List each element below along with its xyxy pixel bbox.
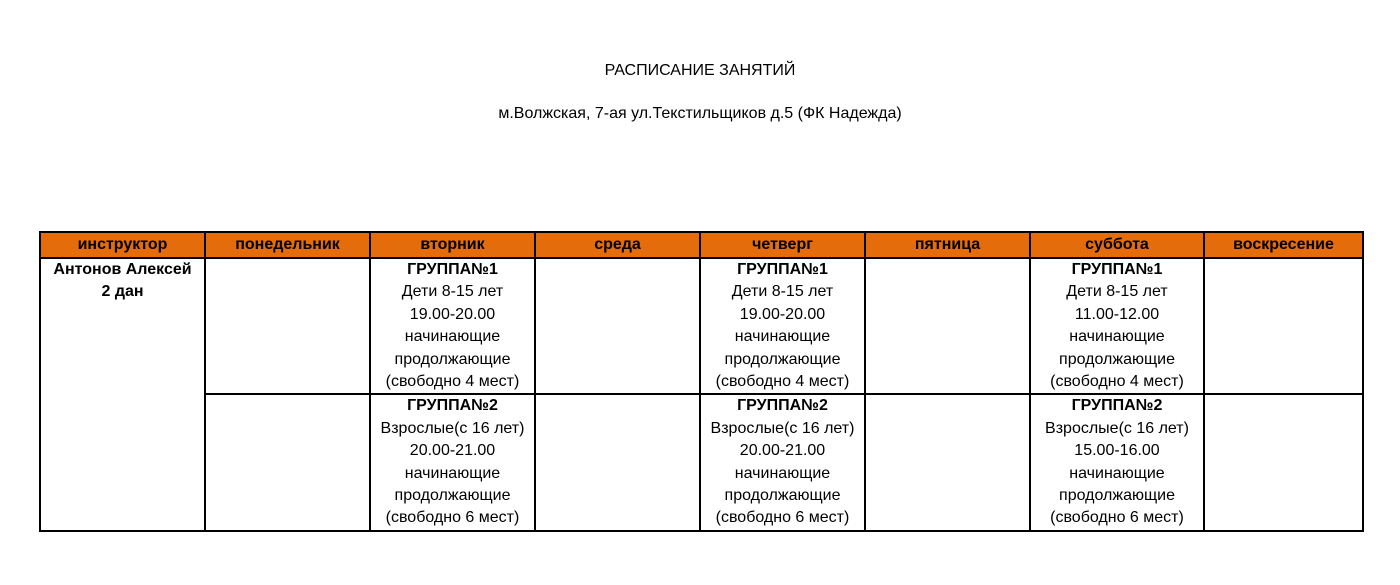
group-level-beginner: начинающие [1069,464,1165,482]
saturday-cell-1 [1030,258,1204,394]
header-friday: пятница [865,232,1030,258]
header-saturday: суббота [1030,232,1204,258]
group-level-continuing: продолжающие [724,487,841,505]
page-title: РАСПИСАНИЕ ЗАНЯТИЙ [604,62,796,79]
tuesday-cell-2 [370,394,535,530]
group-level-beginner: начинающие [404,464,501,482]
group-free-spots: (свободно 4 мест) [715,373,850,391]
group-time: 11.00-12.00 [1074,305,1160,323]
group-level-continuing: продолжающие [394,487,511,505]
group-free-spots: (свободно 6 мест) [1050,509,1184,527]
group-time: 19.00-20.00 [739,305,826,323]
group-age: Дети 8-15 лет [731,283,834,301]
header-tuesday: вторник [370,232,535,258]
monday-cell-1 [205,258,370,394]
group-level-continuing: продолжающие [1059,350,1175,368]
group-age: Дети 8-15 лет [401,283,504,301]
monday-cell-2 [205,394,370,530]
wednesday-cell-2 [535,394,700,530]
address-subtitle: м.Волжская, 7-ая ул.Текстильщиков д.5 (ФК Надежда) [498,105,902,122]
group-free-spots: (свободно 6 мест) [385,509,520,527]
group-time: 20.00-21.00 [409,442,496,460]
group-free-spots: (свободно 4 мест) [385,373,520,391]
header-sunday: воскресение [1204,232,1363,258]
group-name: ГРУППА№2 [737,397,828,415]
group-age: Взрослые(с 16 лет) [1045,419,1189,437]
friday-cell-1 [865,258,1030,394]
table-row [40,394,1363,530]
instructor-name: Антонов Алексей [53,261,192,278]
group-level-continuing: продолжающие [724,350,841,368]
header-instructor: инструктор [40,232,205,258]
instructor-cell [40,258,205,531]
thursday-cell-1 [700,258,865,394]
group-name: ГРУППА№2 [407,397,498,415]
group-level-continuing: продолжающие [394,350,511,368]
table-row [40,258,1363,394]
header-monday: понедельник [205,232,370,258]
group-level-beginner: начинающие [404,328,501,346]
group-name: ГРУППА№1 [737,261,828,278]
group-level-beginner: начинающие [734,328,831,346]
group-time: 19.00-20.00 [409,305,496,323]
group-free-spots: (свободно 4 мест) [1050,373,1184,391]
group-level-beginner: начинающие [1069,328,1165,346]
group-name: ГРУППА№2 [1071,397,1163,415]
saturday-cell-2 [1030,394,1204,530]
group-level-beginner: начинающие [734,464,831,482]
tuesday-cell-1 [370,258,535,394]
instructor-rank: 2 дан [101,283,144,300]
group-level-continuing: продолжающие [1059,487,1175,505]
wednesday-cell-1 [535,258,700,394]
group-name: ГРУППА№1 [407,261,498,278]
schedule-table [39,231,1364,532]
group-free-spots: (свободно 6 мест) [715,509,850,527]
header-wednesday: среда [535,232,700,258]
friday-cell-2 [865,394,1030,530]
sunday-cell-2 [1204,394,1363,530]
header-row [40,232,1363,258]
sunday-cell-1 [1204,258,1363,394]
header-thursday: четверг [700,232,865,258]
group-age: Дети 8-15 лет [1066,283,1168,301]
thursday-cell-2 [700,394,865,530]
group-time: 20.00-21.00 [739,442,826,460]
group-name: ГРУППА№1 [1071,261,1163,278]
group-age: Взрослые(с 16 лет) [380,419,525,437]
group-age: Взрослые(с 16 лет) [710,419,855,437]
group-time: 15.00-16.00 [1074,442,1160,460]
